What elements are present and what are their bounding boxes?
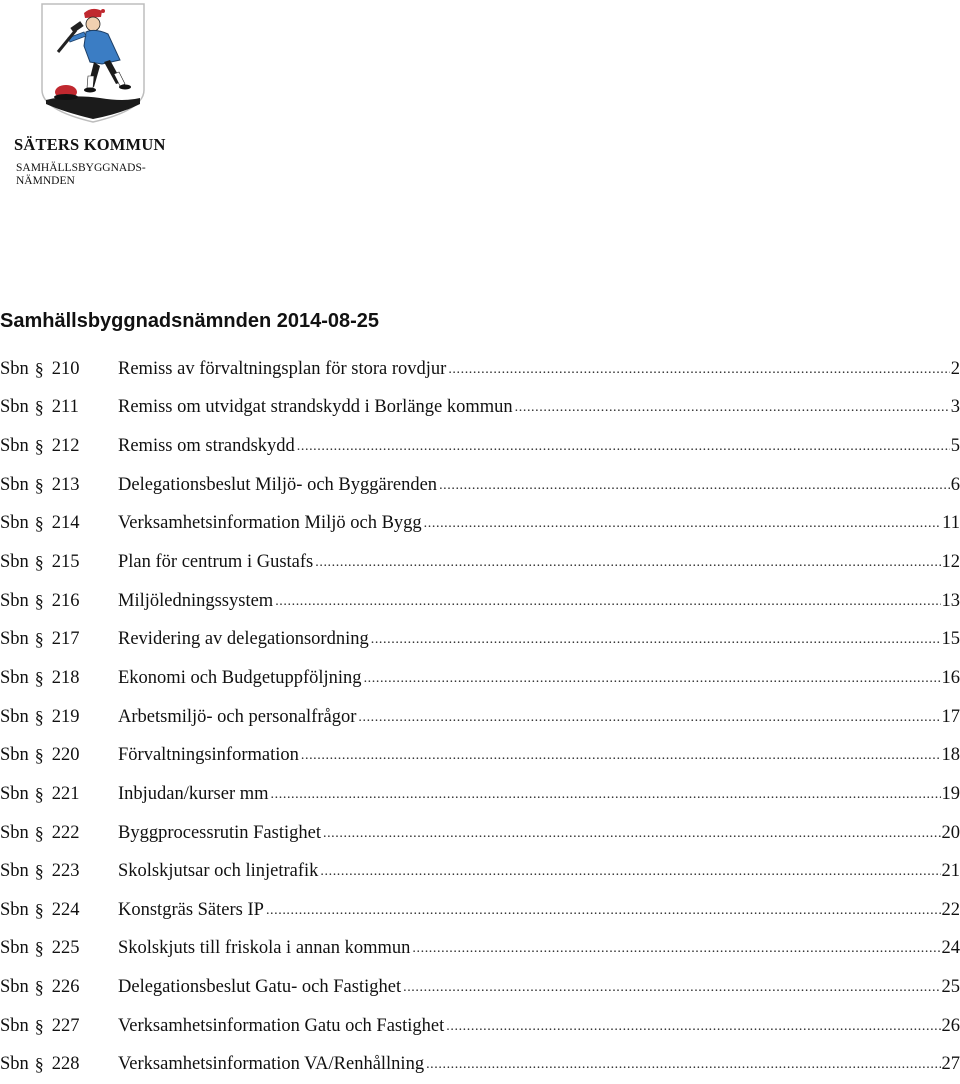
toc-item-page: 19	[941, 784, 960, 805]
toc-row	[0, 1007, 960, 1046]
toc-prefix: Sbn	[0, 359, 29, 380]
toc-item-page: 16	[941, 668, 960, 689]
toc-paragraph-ref	[0, 591, 118, 612]
toc-item-title: Remiss om utvidgat strandskydd i Borlänge kommun	[118, 397, 515, 418]
toc-item-number: 211	[52, 397, 79, 418]
toc-item-title: Revidering av delegationsordning	[118, 629, 371, 650]
toc-item-number: 228	[52, 1054, 80, 1075]
toc-paragraph-ref	[0, 861, 118, 882]
toc-paragraph-ref	[0, 938, 118, 959]
toc-prefix: Sbn	[0, 938, 29, 959]
toc-prefix: Sbn	[0, 707, 29, 728]
toc-leader-dots	[412, 941, 940, 957]
toc-prefix: Sbn	[0, 784, 29, 805]
toc-item-page: 21	[941, 861, 960, 882]
paragraph-symbol-icon: §	[35, 475, 44, 496]
toc-paragraph-ref	[0, 745, 118, 766]
toc-row	[0, 852, 960, 891]
table-of-contents	[0, 350, 960, 1084]
toc-prefix: Sbn	[0, 591, 29, 612]
toc-row	[0, 427, 960, 466]
toc-leader-dots	[320, 864, 940, 880]
toc-paragraph-ref	[0, 436, 118, 457]
paragraph-symbol-icon: §	[35, 823, 44, 844]
paragraph-symbol-icon: §	[35, 552, 44, 573]
toc-entry	[118, 1016, 960, 1037]
document-title: Samhällsbyggnadsnämnden 2014-08-25	[0, 310, 379, 333]
toc-leader-dots	[315, 555, 940, 571]
toc-item-page: 3	[950, 397, 960, 418]
toc-item-number: 225	[52, 938, 80, 959]
toc-row	[0, 659, 960, 698]
toc-item-page: 2	[950, 359, 960, 380]
toc-item-number: 218	[52, 668, 80, 689]
paragraph-symbol-icon: §	[35, 745, 44, 766]
toc-paragraph-ref	[0, 1016, 118, 1037]
toc-leader-dots	[364, 671, 941, 687]
toc-paragraph-ref	[0, 475, 118, 496]
toc-entry	[118, 513, 960, 534]
toc-entry	[118, 900, 960, 921]
toc-item-number: 223	[52, 861, 80, 882]
toc-item-number: 216	[52, 591, 80, 612]
toc-row	[0, 698, 960, 737]
toc-paragraph-ref	[0, 977, 118, 998]
toc-item-page: 27	[941, 1054, 960, 1075]
paragraph-symbol-icon: §	[35, 629, 44, 650]
toc-item-number: 212	[52, 436, 80, 457]
toc-leader-dots	[275, 594, 940, 610]
toc-item-title: Verksamhetsinformation VA/Renhållning	[118, 1054, 426, 1075]
toc-prefix: Sbn	[0, 513, 29, 534]
toc-row	[0, 930, 960, 969]
toc-leader-dots	[515, 400, 950, 416]
toc-leader-dots	[266, 903, 941, 919]
logo-municipality-name: SÄTERS KOMMUN	[14, 135, 164, 155]
toc-item-number: 224	[52, 900, 80, 921]
toc-item-title: Delegationsbeslut Gatu- och Fastighet	[118, 977, 403, 998]
toc-item-title: Skolskjuts till friskola i annan kommun	[118, 938, 412, 959]
toc-row	[0, 775, 960, 814]
toc-item-title: Remiss om strandskydd	[118, 436, 297, 457]
toc-leader-dots	[297, 439, 950, 455]
toc-entry	[118, 359, 960, 380]
toc-paragraph-ref	[0, 823, 118, 844]
toc-item-title: Förvaltningsinformation	[118, 745, 301, 766]
toc-prefix: Sbn	[0, 475, 29, 496]
toc-entry	[118, 977, 960, 998]
logo-committee-name: SAMHÄLLSBYGGNADS- NÄMNDEN	[16, 162, 166, 188]
paragraph-symbol-icon: §	[35, 591, 44, 612]
toc-leader-dots	[448, 362, 949, 378]
toc-item-title: Miljöledningssystem	[118, 591, 275, 612]
toc-prefix: Sbn	[0, 861, 29, 882]
toc-item-page: 18	[941, 745, 960, 766]
paragraph-symbol-icon: §	[35, 436, 44, 457]
paragraph-symbol-icon: §	[35, 938, 44, 959]
toc-leader-dots	[371, 632, 941, 648]
toc-paragraph-ref	[0, 552, 118, 573]
toc-paragraph-ref	[0, 1054, 118, 1075]
toc-prefix: Sbn	[0, 823, 29, 844]
toc-item-page: 12	[941, 552, 960, 573]
toc-entry	[118, 707, 960, 728]
paragraph-symbol-icon: §	[35, 1054, 44, 1075]
toc-paragraph-ref	[0, 707, 118, 728]
toc-item-title: Ekonomi och Budgetuppföljning	[118, 668, 364, 689]
toc-item-title: Verksamhetsinformation Gatu och Fastighet	[118, 1016, 446, 1037]
toc-leader-dots	[424, 516, 942, 532]
toc-item-title: Inbjudan/kurser mm	[118, 784, 271, 805]
toc-item-number: 220	[52, 745, 80, 766]
toc-item-title: Byggprocessrutin Fastighet	[118, 823, 323, 844]
toc-prefix: Sbn	[0, 668, 29, 689]
paragraph-symbol-icon: §	[35, 784, 44, 805]
toc-row	[0, 620, 960, 659]
toc-item-number: 210	[52, 359, 80, 380]
toc-leader-dots	[403, 980, 940, 996]
toc-row	[0, 968, 960, 1007]
toc-prefix: Sbn	[0, 397, 29, 418]
toc-item-page: 25	[941, 977, 960, 998]
paragraph-symbol-icon: §	[35, 977, 44, 998]
toc-item-number: 213	[52, 475, 80, 496]
toc-paragraph-ref	[0, 900, 118, 921]
toc-item-page: 17	[941, 707, 960, 728]
toc-leader-dots	[323, 826, 941, 842]
toc-prefix: Sbn	[0, 552, 29, 573]
toc-item-page: 26	[941, 1016, 960, 1037]
paragraph-symbol-icon: §	[35, 397, 44, 418]
toc-item-page: 11	[941, 513, 960, 534]
toc-row	[0, 505, 960, 544]
toc-item-title: Delegationsbeslut Miljö- och Byggärenden	[118, 475, 439, 496]
toc-entry	[118, 1054, 960, 1075]
toc-leader-dots	[271, 787, 941, 803]
toc-prefix: Sbn	[0, 436, 29, 457]
toc-row	[0, 389, 960, 428]
toc-item-page: 20	[941, 823, 960, 844]
toc-row	[0, 350, 960, 389]
coat-of-arms-icon	[40, 2, 146, 124]
toc-item-page: 22	[941, 900, 960, 921]
toc-entry	[118, 552, 960, 573]
toc-prefix: Sbn	[0, 900, 29, 921]
toc-leader-dots	[426, 1057, 940, 1073]
toc-entry	[118, 861, 960, 882]
toc-paragraph-ref	[0, 359, 118, 380]
toc-item-number: 217	[52, 629, 80, 650]
paragraph-symbol-icon: §	[35, 359, 44, 380]
toc-item-number: 214	[52, 513, 80, 534]
toc-row	[0, 543, 960, 582]
toc-entry	[118, 784, 960, 805]
toc-item-page: 5	[950, 436, 960, 457]
toc-paragraph-ref	[0, 629, 118, 650]
toc-paragraph-ref	[0, 784, 118, 805]
paragraph-symbol-icon: §	[35, 707, 44, 728]
paragraph-symbol-icon: §	[35, 1016, 44, 1037]
toc-entry	[118, 668, 960, 689]
toc-item-title: Verksamhetsinformation Miljö och Bygg	[118, 513, 424, 534]
toc-paragraph-ref	[0, 513, 118, 534]
toc-item-number: 219	[52, 707, 80, 728]
toc-prefix: Sbn	[0, 745, 29, 766]
toc-item-title: Skolskjutsar och linjetrafik	[118, 861, 320, 882]
toc-paragraph-ref	[0, 668, 118, 689]
toc-row	[0, 466, 960, 505]
toc-row	[0, 582, 960, 621]
toc-row	[0, 1046, 960, 1084]
paragraph-symbol-icon: §	[35, 513, 44, 534]
toc-item-number: 226	[52, 977, 80, 998]
toc-entry	[118, 475, 960, 496]
toc-item-number: 222	[52, 823, 80, 844]
toc-item-page: 24	[941, 938, 960, 959]
toc-prefix: Sbn	[0, 1054, 29, 1075]
toc-entry	[118, 745, 960, 766]
toc-item-page: 6	[950, 475, 960, 496]
toc-prefix: Sbn	[0, 977, 29, 998]
toc-leader-dots	[301, 748, 941, 764]
toc-paragraph-ref	[0, 397, 118, 418]
toc-item-title: Arbetsmiljö- och personalfrågor	[118, 707, 358, 728]
toc-entry	[118, 397, 960, 418]
paragraph-symbol-icon: §	[35, 900, 44, 921]
toc-entry	[118, 436, 960, 457]
toc-leader-dots	[446, 1019, 940, 1035]
paragraph-symbol-icon: §	[35, 861, 44, 882]
toc-prefix: Sbn	[0, 1016, 29, 1037]
paragraph-symbol-icon: §	[35, 668, 44, 689]
toc-item-number: 221	[52, 784, 80, 805]
toc-entry	[118, 629, 960, 650]
toc-entry	[118, 591, 960, 612]
toc-row	[0, 814, 960, 853]
toc-item-title: Plan för centrum i Gustafs	[118, 552, 315, 573]
toc-item-number: 227	[52, 1016, 80, 1037]
toc-row	[0, 891, 960, 930]
toc-leader-dots	[358, 710, 940, 726]
toc-entry	[118, 938, 960, 959]
toc-item-page: 13	[941, 591, 960, 612]
toc-row	[0, 736, 960, 775]
toc-item-title: Konstgräs Säters IP	[118, 900, 266, 921]
toc-leader-dots	[439, 478, 950, 494]
toc-entry	[118, 823, 960, 844]
toc-item-page: 15	[941, 629, 960, 650]
toc-item-number: 215	[52, 552, 80, 573]
toc-prefix: Sbn	[0, 629, 29, 650]
toc-item-title: Remiss av förvaltningsplan för stora rovdjur	[118, 359, 448, 380]
